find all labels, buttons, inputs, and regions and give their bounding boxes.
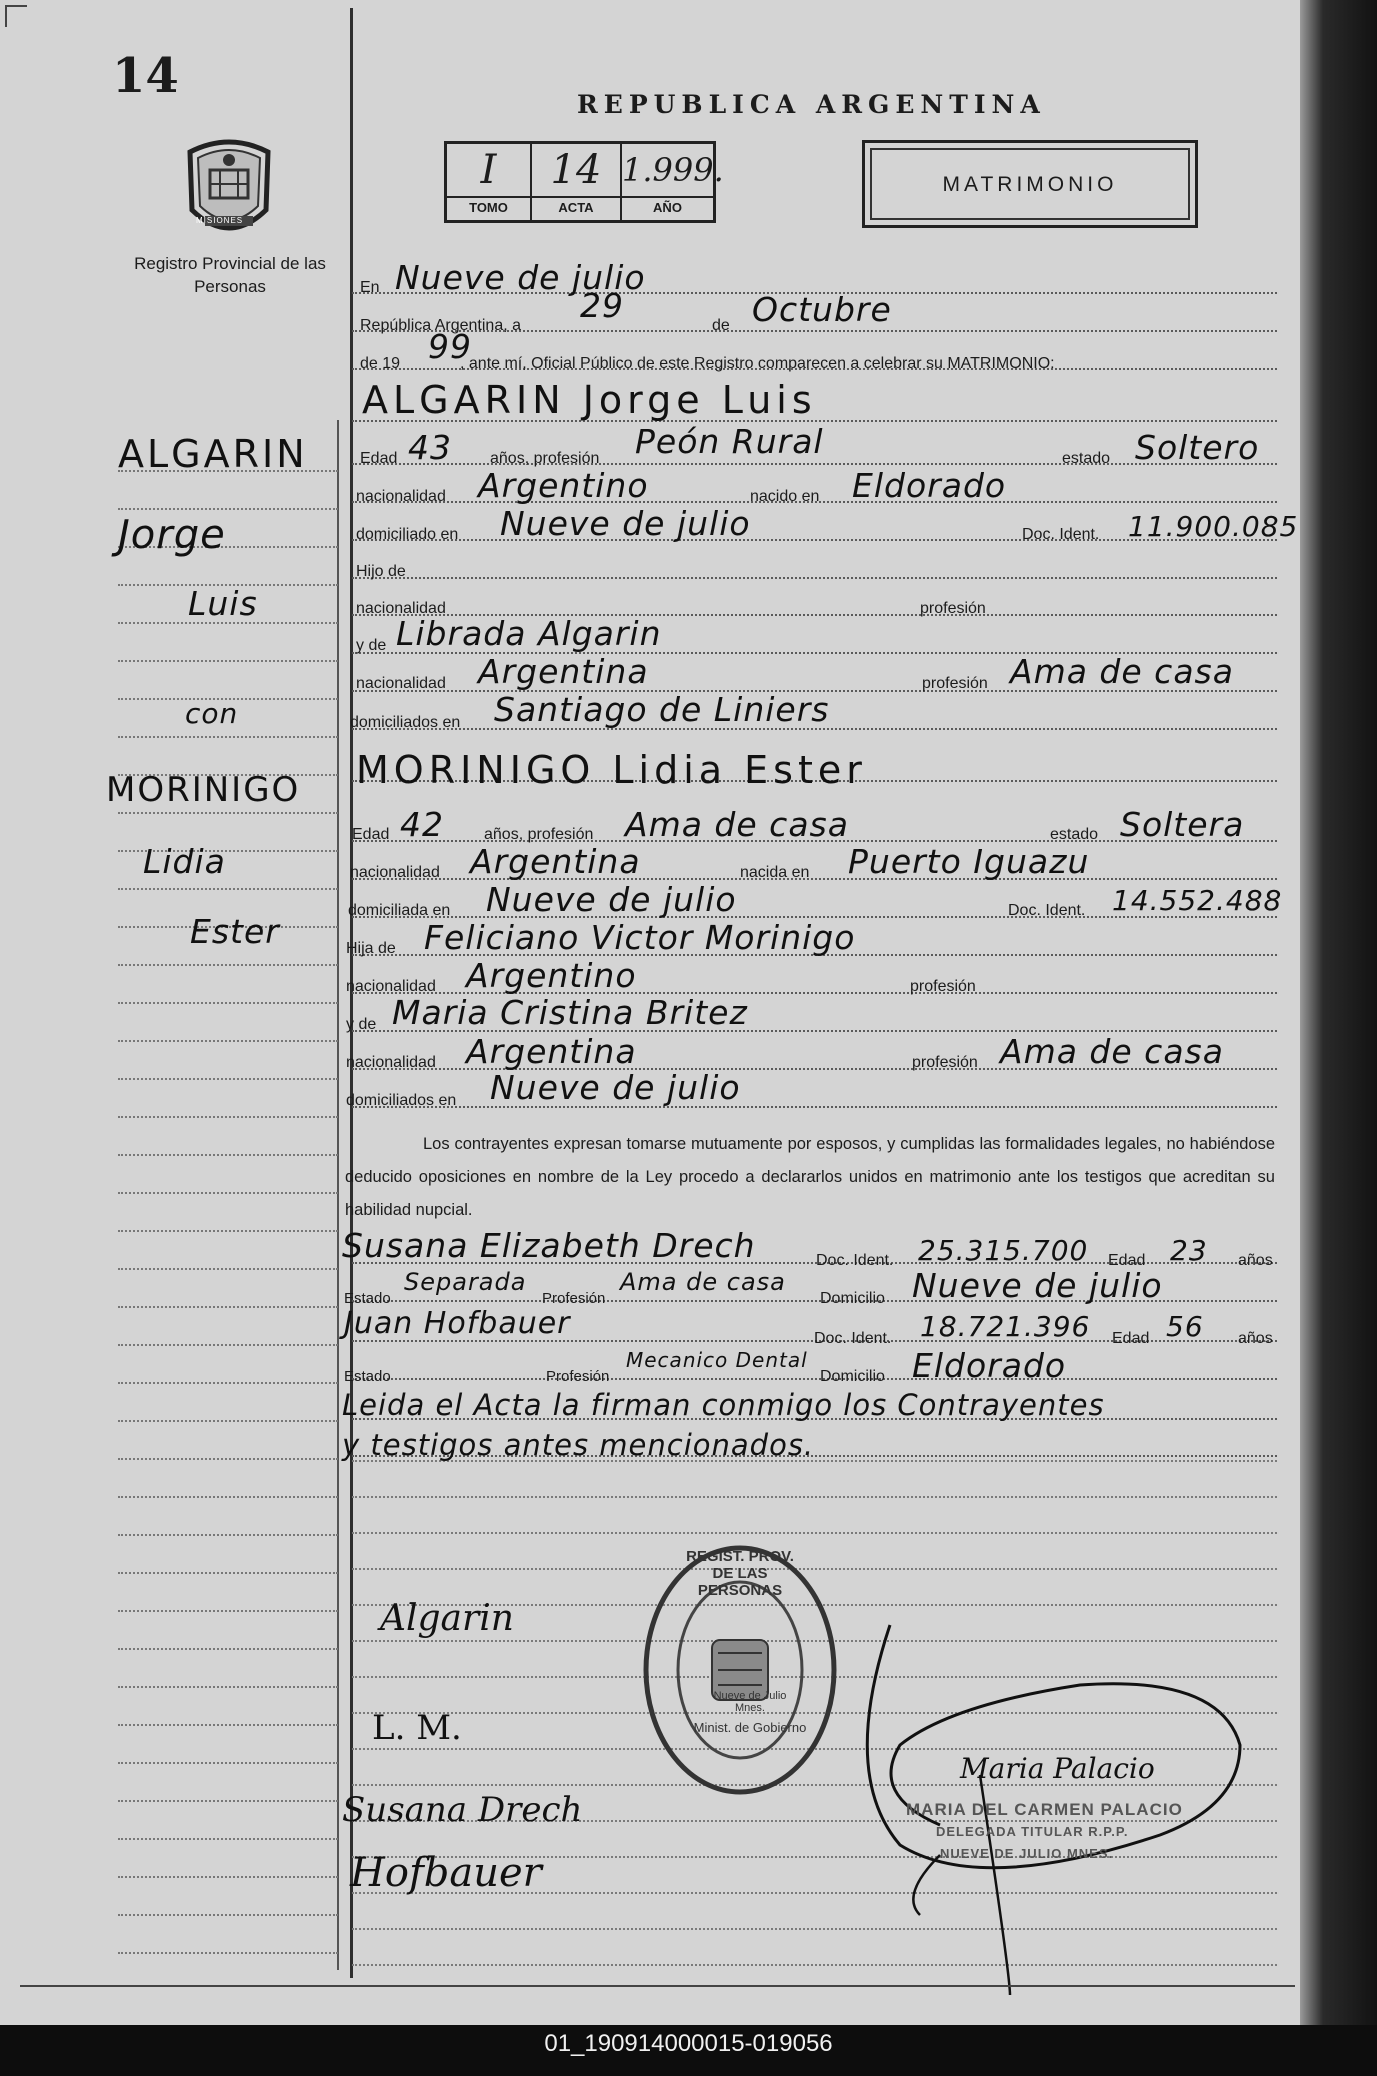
- label-bride-father-prof: profesión: [910, 978, 976, 995]
- margin-rule-line: [118, 964, 338, 966]
- margin-rule-line: [118, 508, 338, 510]
- misiones-emblem-icon: [180, 130, 278, 248]
- signature-groom: Algarin: [380, 1598, 514, 1639]
- margin-rule-line: [118, 1230, 338, 1232]
- label-bride-estado: estado: [1050, 826, 1099, 843]
- margin-groom-name2: Luis: [188, 584, 258, 623]
- witness1-age: 23: [1170, 1234, 1208, 1267]
- label-en: En: [360, 279, 380, 296]
- witness2-name: Juan Hofbauer: [344, 1306, 571, 1341]
- bride-doc-ident: 14.552.488: [1112, 884, 1283, 917]
- label-w2-estado: Estado: [344, 1368, 391, 1385]
- seal-inner-text: Minist. de Gobierno: [693, 1720, 807, 1735]
- label-w2-anos: años: [1238, 1330, 1273, 1347]
- field-rule-line: [352, 1378, 1277, 1380]
- marriage-statement: Los contrayentes expresan tomarse mutuamente por esposos, y cumplidas las formalidades legales, no habiéndose deducido oposiciones en nombre de la Ley procedo a declararlos unidos en matrimonio ante los testigos que acreditan su habilidad nupcial.: [345, 1135, 1275, 1219]
- anio-label: AÑO: [622, 196, 713, 220]
- label-w1-domicilio: Domicilio: [820, 1290, 885, 1307]
- label-bride-mother-prof: profesión: [912, 1054, 978, 1071]
- margin-bride-name1: Lidia: [143, 842, 226, 881]
- seal-outer-text: REGIST. PROV. DE LAS PERSONAS: [686, 1548, 794, 1599]
- margin-bride-surname: MORINIGO: [106, 770, 301, 810]
- signature-bride: L. M.: [372, 1708, 462, 1748]
- margin-rule-line: [118, 1914, 338, 1916]
- label-bride-doc: Doc. Ident.: [1008, 902, 1086, 919]
- margin-rule-line: [118, 1040, 338, 1042]
- bottom-rule: [20, 1985, 1295, 1987]
- bride-full-name: MORINIGO Lidia Ester: [356, 748, 867, 792]
- acta-cell: [532, 144, 622, 220]
- intro-text: , ante mí, Oficial Público de este Registro comparecen a celebrar su MATRIMONIO:: [460, 355, 1055, 372]
- tomo-value: I: [480, 147, 497, 193]
- margin-rule-line: [118, 1610, 338, 1612]
- label-bride-domicilio: domiciliada en: [348, 902, 451, 919]
- witness1-profession: Ama de casa: [620, 1268, 786, 1296]
- label-groom-father-prof: profesión: [920, 600, 986, 617]
- margin-rule-line: [118, 660, 338, 662]
- page-edge: [1300, 0, 1377, 2025]
- margin-rule-line: [118, 1952, 338, 1954]
- signature-official: Maria Palacio: [960, 1752, 1155, 1785]
- margin-rule-line: [118, 1192, 338, 1194]
- label-de-19: de 19: [360, 355, 401, 372]
- anio-cell: [622, 144, 724, 220]
- groom-civil-status: Soltero: [1135, 428, 1260, 467]
- margin-rule-line: [118, 812, 338, 814]
- label-w2-doc: Doc. Ident.: [814, 1330, 892, 1347]
- margin-rule-line: [118, 1154, 338, 1156]
- label-bride-y-de: y de: [346, 1016, 377, 1033]
- margin-rule-line: [118, 1420, 338, 1422]
- label-w2-profesion: Profesión: [546, 1368, 610, 1385]
- body-rule-line: [352, 1496, 1277, 1498]
- margin-rule-line: [118, 1078, 338, 1080]
- signature-witness1: Susana Drech: [342, 1790, 583, 1830]
- label-w2-domicilio: Domicilio: [820, 1368, 885, 1385]
- seal-inner-text-2: Nueve de Julio Mnes.: [713, 1690, 787, 1714]
- anio-value: 1.999.: [622, 151, 724, 189]
- country-title: REPUBLICA ARGENTINA: [577, 90, 1046, 119]
- groom-doc-ident: 11.900.085: [1128, 510, 1299, 543]
- label-groom-parents-dom: domiciliados en: [350, 714, 461, 731]
- margin-rule-line: [118, 1344, 338, 1346]
- margin-rule-line: [118, 1116, 338, 1118]
- groom-age: 43: [408, 428, 452, 467]
- margin-rule-line: [118, 1762, 338, 1764]
- emblem-label: MISIONES: [196, 216, 244, 225]
- margin-rule-line: [118, 1648, 338, 1650]
- margin-rule-line: [118, 1458, 338, 1460]
- tomo-label: TOMO: [447, 196, 530, 220]
- label-groom-edad: Edad: [360, 450, 398, 467]
- record-number-box: [444, 141, 724, 223]
- bride-nationality: Argentina: [470, 842, 641, 881]
- margin-rule-line: [118, 1686, 338, 1688]
- label-bride-nacionalidad: nacionalidad: [350, 864, 440, 881]
- witness1-status: Separada: [404, 1268, 527, 1296]
- groom-parents-domicile: Santiago de Liniers: [494, 690, 830, 729]
- label-bride-nacida: nacida en: [740, 864, 810, 881]
- label-w1-profesion: Profesión: [542, 1290, 606, 1307]
- bride-mother: Maria Cristina Britez: [392, 993, 748, 1032]
- bride-profession: Ama de casa: [625, 805, 849, 844]
- body-rule-line: [352, 1532, 1277, 1534]
- closing-line-1: Leida el Acta la firman conmigo los Contrayentes: [342, 1388, 1105, 1422]
- margin-rule-line: [118, 1534, 338, 1536]
- witness1-doc-ident: 25.315.700: [918, 1234, 1089, 1267]
- corner-fold-mark: [5, 5, 27, 27]
- groom-mother-profession: Ama de casa: [1010, 652, 1234, 691]
- page-number: 14: [112, 48, 179, 104]
- margin-rule-line: [118, 1268, 338, 1270]
- label-groom-father-nac: nacionalidad: [356, 600, 446, 617]
- margin-rule-line: [118, 1382, 338, 1384]
- ceremony-month: Octubre: [752, 290, 892, 329]
- bride-domicile: Nueve de julio: [486, 880, 737, 919]
- label-bride-hija: Hija de: [346, 940, 396, 957]
- witness2-domicile: Eldorado: [912, 1346, 1067, 1385]
- label-w1-doc: Doc. Ident.: [816, 1252, 894, 1269]
- ceremony-year: 99: [428, 327, 472, 366]
- label-groom-nacionalidad: nacionalidad: [356, 488, 446, 505]
- label-bride-edad: Edad: [352, 826, 390, 843]
- groom-domicile: Nueve de julio: [500, 504, 751, 543]
- bride-parents-domicile: Nueve de julio: [490, 1068, 741, 1107]
- margin-rule-line: [118, 1002, 338, 1004]
- label-republica: República Argentina, a: [360, 317, 521, 334]
- bride-father-nationality: Argentino: [466, 956, 637, 995]
- label-groom-hijo: Hijo de: [356, 563, 406, 580]
- margin-rule-line: [118, 1306, 338, 1308]
- margin-divider-inner: [337, 420, 339, 1970]
- label-groom-y-de: y de: [356, 637, 387, 654]
- margin-rule-line: [118, 1876, 338, 1878]
- groom-mother: Librada Algarin: [396, 614, 662, 653]
- margin-bride-name2: Ester: [190, 912, 280, 951]
- label-bride-parents-dom: domiciliados en: [346, 1092, 457, 1109]
- label-groom-estado: estado: [1062, 450, 1111, 467]
- bride-mother-profession: Ama de casa: [1000, 1032, 1224, 1071]
- scan-footer-id: 01_190914000015-019056: [544, 2030, 833, 2057]
- label-w1-estado: Estado: [344, 1290, 391, 1307]
- margin-rule-line: [118, 1838, 338, 1840]
- witness2-profession: Mecanico Dental: [626, 1348, 808, 1372]
- stamp-line-1: MARIA DEL CARMEN PALACIO: [906, 1800, 1183, 1819]
- margin-rule-line: [118, 736, 338, 738]
- field-rule-line: [352, 577, 1277, 579]
- margin-rule-line: [118, 1572, 338, 1574]
- label-w1-anos: años: [1238, 1252, 1273, 1269]
- act-type-box: [862, 140, 1198, 228]
- bride-civil-status: Soltera: [1120, 805, 1245, 844]
- label-groom-profesion: años, profesión: [490, 450, 600, 467]
- label-groom-doc: Doc. Ident.: [1022, 526, 1100, 543]
- margin-conjunction: con: [185, 697, 239, 730]
- acta-value: 14: [550, 147, 602, 193]
- witness2-doc-ident: 18.721.396: [920, 1310, 1091, 1343]
- stamp-line-2: DELEGADA TITULAR R.P.P.: [936, 1824, 1129, 1839]
- margin-rule-line: [118, 1800, 338, 1802]
- margin-rule-line: [118, 1496, 338, 1498]
- registry-name: Registro Provincial de las Personas: [134, 254, 326, 296]
- official-signature-flourish: [860, 1595, 1260, 1995]
- bride-age: 42: [400, 805, 444, 844]
- groom-birthplace: Eldorado: [852, 466, 1007, 505]
- ceremony-day: 29: [580, 286, 624, 325]
- acta-label: ACTA: [532, 196, 620, 220]
- label-bride-mother-nac: nacionalidad: [346, 1054, 436, 1071]
- bride-mother-nationality: Argentina: [466, 1032, 637, 1071]
- label-de-month: de: [712, 317, 730, 334]
- label-w1-edad: Edad: [1108, 1252, 1146, 1269]
- label-bride-profesion: años, profesión: [484, 826, 594, 843]
- signature-witness2: Hofbauer: [350, 1850, 542, 1896]
- witness1-domicile: Nueve de julio: [912, 1266, 1163, 1305]
- groom-profession: Peón Rural: [635, 422, 824, 461]
- label-groom-domicilio: domiciliado en: [356, 526, 459, 543]
- witness2-age: 56: [1166, 1310, 1204, 1343]
- bride-birthplace: Puerto Iguazu: [848, 842, 1090, 881]
- label-w2-edad: Edad: [1112, 1330, 1150, 1347]
- groom-full-name: ALGARIN Jorge Luis: [362, 378, 817, 422]
- label-groom-mother-nac: nacionalidad: [356, 675, 446, 692]
- groom-mother-nationality: Argentina: [478, 652, 649, 691]
- label-groom-nacido: nacido en: [750, 488, 820, 505]
- stamp-line-3: NUEVE DE JULIO MNES.: [940, 1846, 1114, 1861]
- ceremony-city: Nueve de julio: [395, 258, 646, 297]
- closing-line-2: y testigos antes mencionados.: [342, 1428, 815, 1462]
- label-groom-mother-prof: profesión: [922, 675, 988, 692]
- act-type: MATRIMONIO: [942, 173, 1118, 196]
- margin-groom-name1: Jorge: [118, 512, 226, 558]
- bride-father: Feliciano Victor Morinigo: [424, 918, 856, 957]
- margin-rule-line: [118, 888, 338, 890]
- margin-groom-surname: ALGARIN: [118, 432, 308, 476]
- tomo-cell: [447, 144, 532, 220]
- witness1-name: Susana Elizabeth Drech: [342, 1226, 756, 1265]
- label-bride-father-nac: nacionalidad: [346, 978, 436, 995]
- groom-nationality: Argentino: [478, 466, 649, 505]
- margin-rule-line: [118, 1724, 338, 1726]
